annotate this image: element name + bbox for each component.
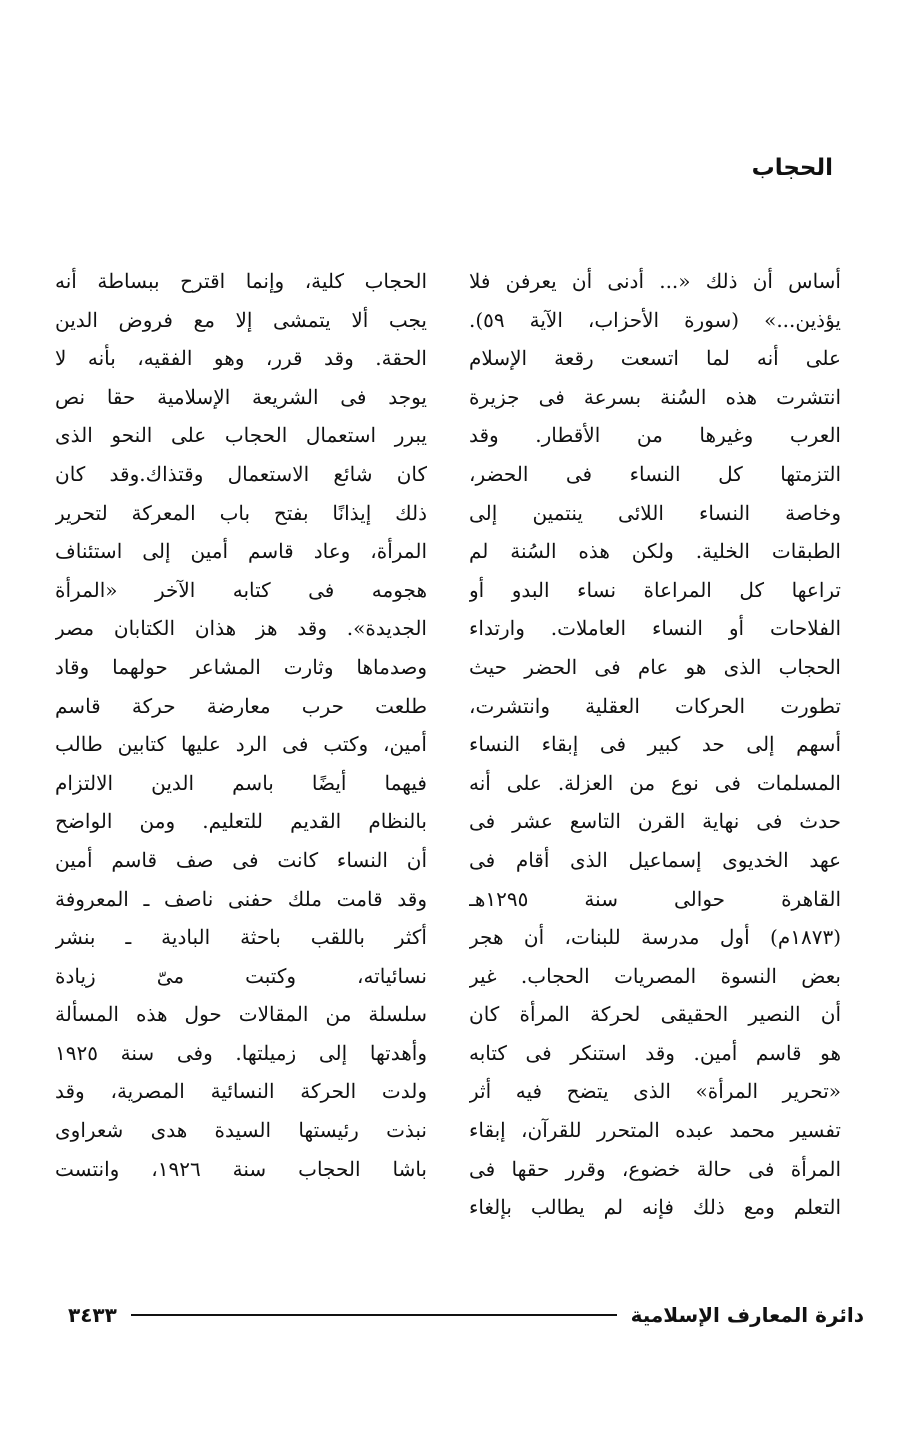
footer-book-title: دائرة المعارف الإسلامية [630, 1303, 864, 1327]
text-line: أكثر باللقب باحثة البادية ـ بنشر [55, 925, 427, 950]
text-line: انتشرت هذه السُنة بسرعة فى جزيرة [469, 384, 841, 409]
text-line: باشا الحجاب سنة ١٩٢٦، وانتست [55, 1156, 427, 1181]
text-line: التزمتها كل النساء فى الحضر، [469, 461, 841, 486]
text-line: أمين، وكتب فى الرد عليها كتابين طالب [55, 732, 427, 757]
text-line: يوجد فى الشريعة الإسلامية حقا نص [55, 384, 427, 409]
text-line: أن النصير الحقيقى لحركة المرأة كان [469, 1002, 841, 1027]
text-line: نبذت رئيستها السيدة هدى شعراوى [55, 1118, 427, 1143]
text-line: وصدماها وثارت المشاعر حولهما وقاد [55, 654, 427, 679]
text-line: سلسلة من المقالات حول هذه المسألة [55, 1002, 427, 1027]
page-number: ٣٤٣٣ [68, 1303, 117, 1327]
text-line: تطورت الحركات العقلية وانتشرت، [469, 693, 841, 718]
text-line: ذلك إيذانًا بفتح باب المعركة لتحرير [55, 500, 427, 525]
text-line: يبرر استعمال الحجاب على النحو الذى [55, 423, 427, 448]
text-line: حدث فى نهاية القرن التاسع عشر فى [469, 809, 841, 834]
text-line: هو قاسم أمين. وقد استنكر فى كتابه [469, 1040, 841, 1065]
text-line: الفلاحات أو النساء العاملات. وارتداء [469, 616, 841, 641]
text-line: وأهدتها إلى زميلتها. وفى سنة ١٩٢٥ [55, 1040, 427, 1065]
page-footer [68, 1300, 864, 1330]
text-line: على أنه لما اتسعت رقعة الإسلام [469, 346, 841, 371]
text-line: بعض النسوة المصريات الحجاب. غير [469, 963, 841, 988]
text-line: الحقة. وقد قرر، وهو الفقيه، بأنه لا [55, 346, 427, 371]
text-line: وخاصة النساء اللائى ينتمين إلى [469, 500, 841, 525]
text-line: الحجاب الذى هو عام فى الحضر حيث [469, 654, 841, 679]
text-line: (١٨٧٣م) أول مدرسة للبنات، أن هجر [469, 925, 841, 950]
text-line: «تحرير المرأة» الذى يتضح فيه أثر [469, 1079, 841, 1104]
text-line: أن النساء كانت فى صف قاسم أمين [55, 847, 427, 872]
text-line: أسهم إلى حد كبير فى إبقاء النساء [469, 732, 841, 757]
running-head-title: الحجاب [751, 155, 833, 181]
text-line: الحجاب كلية، وإنما اقترح ببساطة أنه [55, 269, 427, 293]
text-line: ولدت الحركة النسائية المصرية، وقد [55, 1079, 427, 1104]
text-column-left [55, 262, 427, 1188]
text-line: المرأة فى حالة خضوع، وقرر حقها فى [469, 1156, 841, 1181]
text-line: طلعت حرب معارضة حركة قاسم [55, 693, 427, 718]
footer-rule [131, 1314, 617, 1316]
text-line: نسائياته، وكتبت مىّ زيادة [55, 963, 427, 988]
text-line: تراعها كل المراعاة نساء البدو أو [469, 577, 841, 602]
text-line: القاهرة حوالى سنة ١٢٩٥هـ [469, 886, 841, 911]
text-line: فيهما أيضًا باسم الدين الالتزام [55, 770, 427, 795]
text-line: التعلم ومع ذلك فإنه لم يطالب بإلغاء [469, 1195, 841, 1220]
text-column-right [469, 262, 841, 1227]
text-line: الطبقات الخلية. ولكن هذه السُنة لم [469, 539, 841, 564]
text-line: المسلمات فى نوع من العزلة. على أنه [469, 770, 841, 795]
text-line: عهد الخديوى إسماعيل الذى أقام فى [469, 847, 841, 872]
text-line: يؤذين...» (سورة الأحزاب، الآية ٥٩). [469, 307, 841, 332]
text-line: وقد قامت ملك حفنى ناصف ـ المعروفة [55, 886, 427, 911]
text-line: يجب ألا يتمشى إلا مع فروض الدين [55, 307, 427, 332]
text-line: العرب وغيرها من الأقطار. وقد [469, 423, 841, 448]
text-line: تفسير محمد عبده المتحرر للقرآن، إبقاء [469, 1118, 841, 1143]
text-line: كان شائع الاستعمال وقتذاك.وقد كان [55, 461, 427, 486]
text-line: بالنظام القديم للتعليم. ومن الواضح [55, 809, 427, 834]
text-line: أساس أن ذلك «... أدنى أن يعرفن فلا [469, 269, 841, 293]
text-line: هجومه فى كتابه الآخر «المرأة [55, 577, 427, 602]
text-line: الجديدة». وقد هز هذان الكتابان مصر [55, 616, 427, 641]
text-line: المرأة، وعاد قاسم أمين إلى استئناف [55, 539, 427, 564]
